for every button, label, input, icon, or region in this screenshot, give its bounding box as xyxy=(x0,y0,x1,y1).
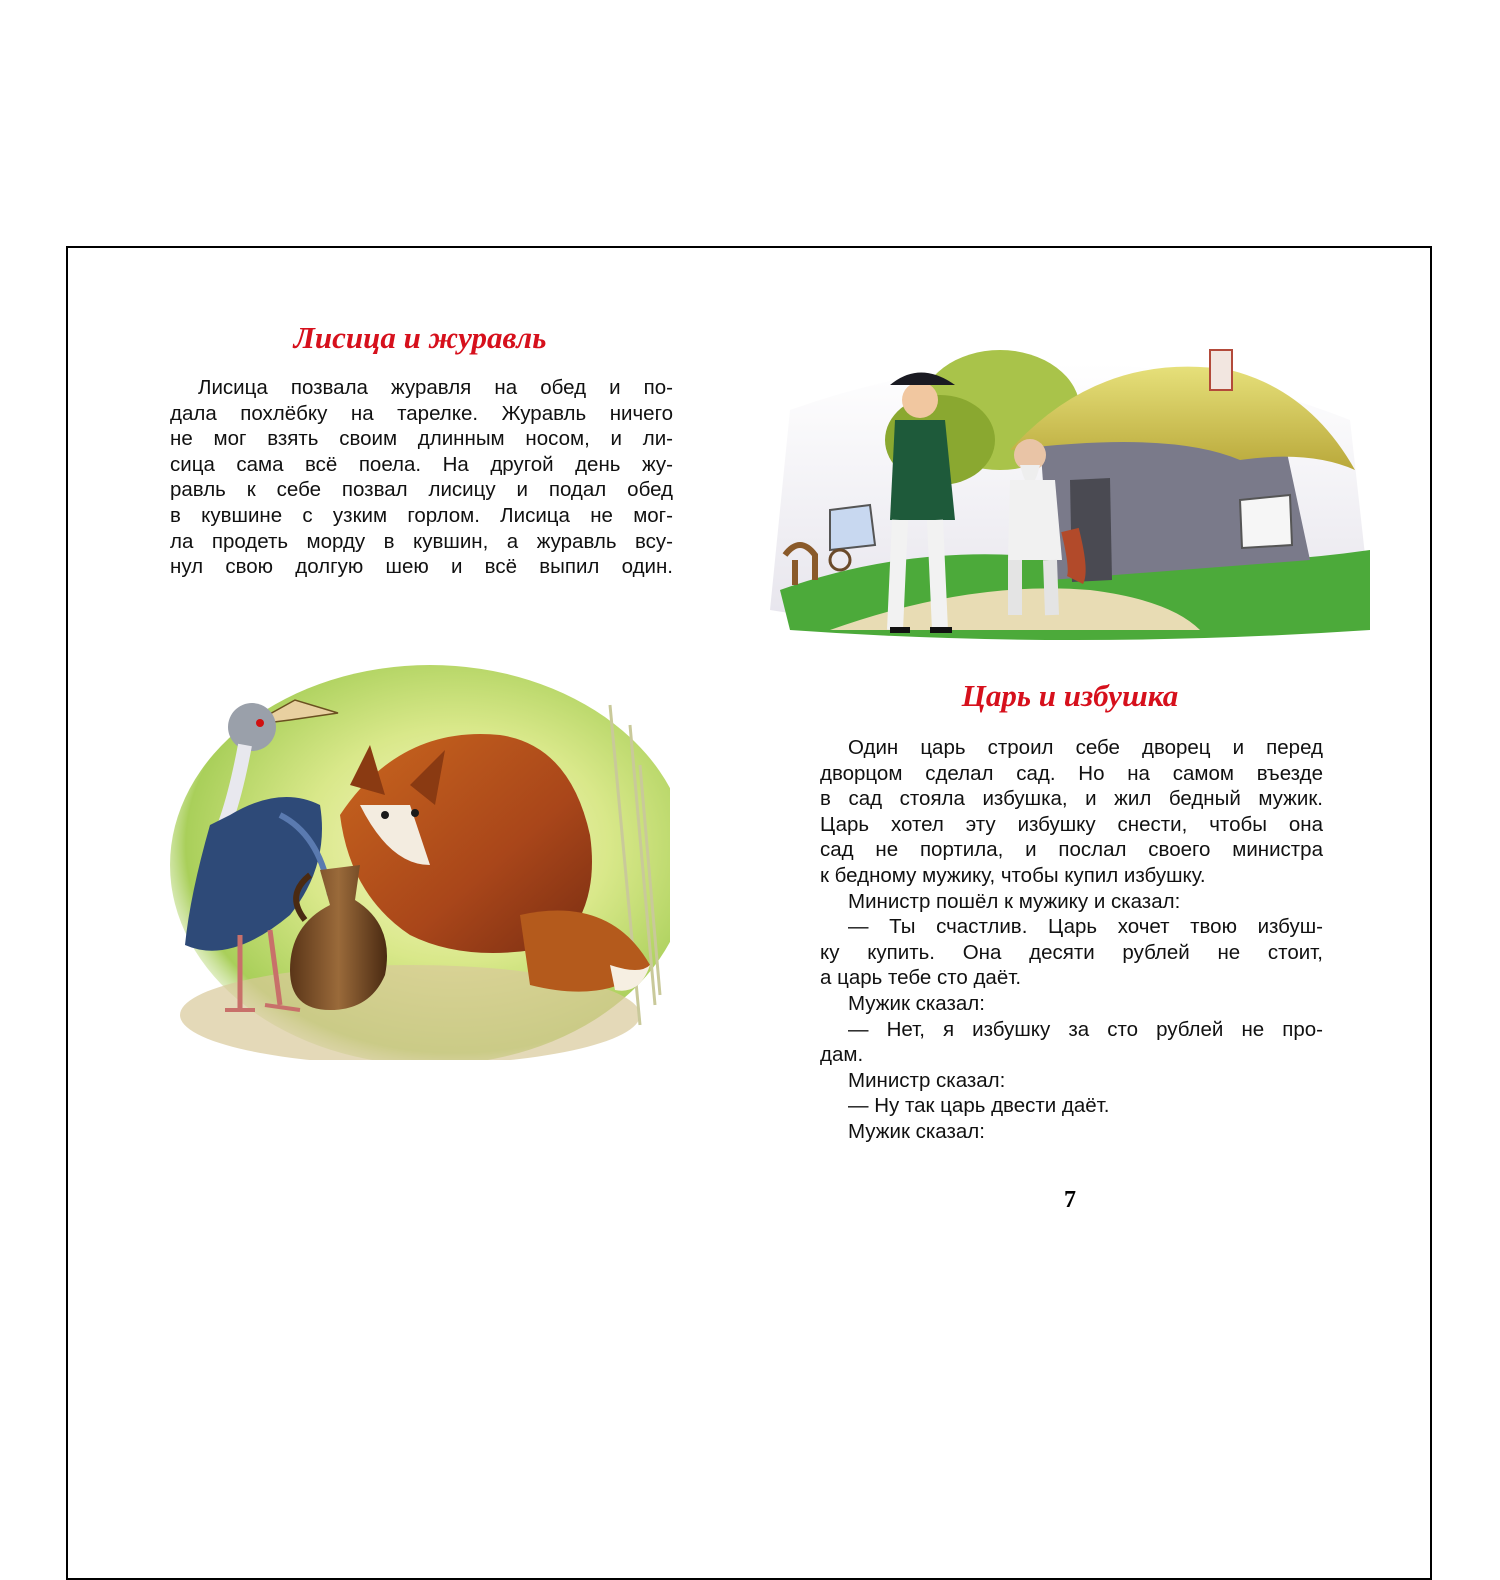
text-line: Мужик сказал: xyxy=(848,991,985,1015)
story2-title: Царь и избушка xyxy=(961,678,1179,713)
text-line: Царь хотел эту избушку снести, чтобы она xyxy=(820,812,1323,836)
text-line: ку купить. Она десяти рублей не стоит, xyxy=(820,940,1323,964)
text-line: дам. xyxy=(820,1043,864,1067)
crane-and-fox-illustration xyxy=(170,665,670,1060)
text-line: в сад стояла избушка, и жил бедный мужик. xyxy=(820,787,1323,811)
text-line: — Нет, я избушку за сто рублей не про- xyxy=(848,1017,1323,1041)
story1-text xyxy=(170,375,673,580)
text-line: — Ты счастлив. Царь хочет твою избуш- xyxy=(848,915,1323,939)
story1-title: Лисица и журавль xyxy=(293,320,547,355)
text-line: дала похлёбку на тарелке. Журавль ничего xyxy=(170,401,673,425)
text-line: равль к себе позвал лисицу и подал обед xyxy=(170,478,673,502)
text-line: — Ну так царь двести даёт. xyxy=(848,1094,1110,1118)
text-line: сад не портила, и послал своего министра xyxy=(820,838,1323,862)
hut-and-minister-illustration xyxy=(770,330,1370,640)
text-line: Министр пошёл к мужику и сказал: xyxy=(848,889,1181,913)
text-line: Лисица позвала журавля на обед и по- xyxy=(198,376,673,399)
page-number: 7 xyxy=(1064,1187,1076,1213)
text-line: в кувшине с узким горлом. Лисица не мог- xyxy=(170,503,673,527)
text-line: не мог взять своим длинным носом, и ли- xyxy=(170,427,673,451)
text-line: дворцом сделал сад. Но на самом въезде xyxy=(820,761,1323,785)
text-line: нул свою долгую шею и всё выпил один. xyxy=(170,555,673,579)
story2-text xyxy=(820,735,1323,1145)
text-line: Министр сказал: xyxy=(848,1068,1006,1092)
text-line: Мужик сказал: xyxy=(848,1119,985,1143)
text-line: Один царь строил себе дворец и перед xyxy=(848,736,1323,759)
text-line: а царь тебе сто даёт. xyxy=(820,966,1022,990)
text-line: к бедному мужику, чтобы купил избушку. xyxy=(820,863,1206,887)
text-line: сица сама всё поела. На другой день жу- xyxy=(170,452,673,476)
text-line: ла продеть морду в кувшин, а журавль всу- xyxy=(170,529,673,553)
